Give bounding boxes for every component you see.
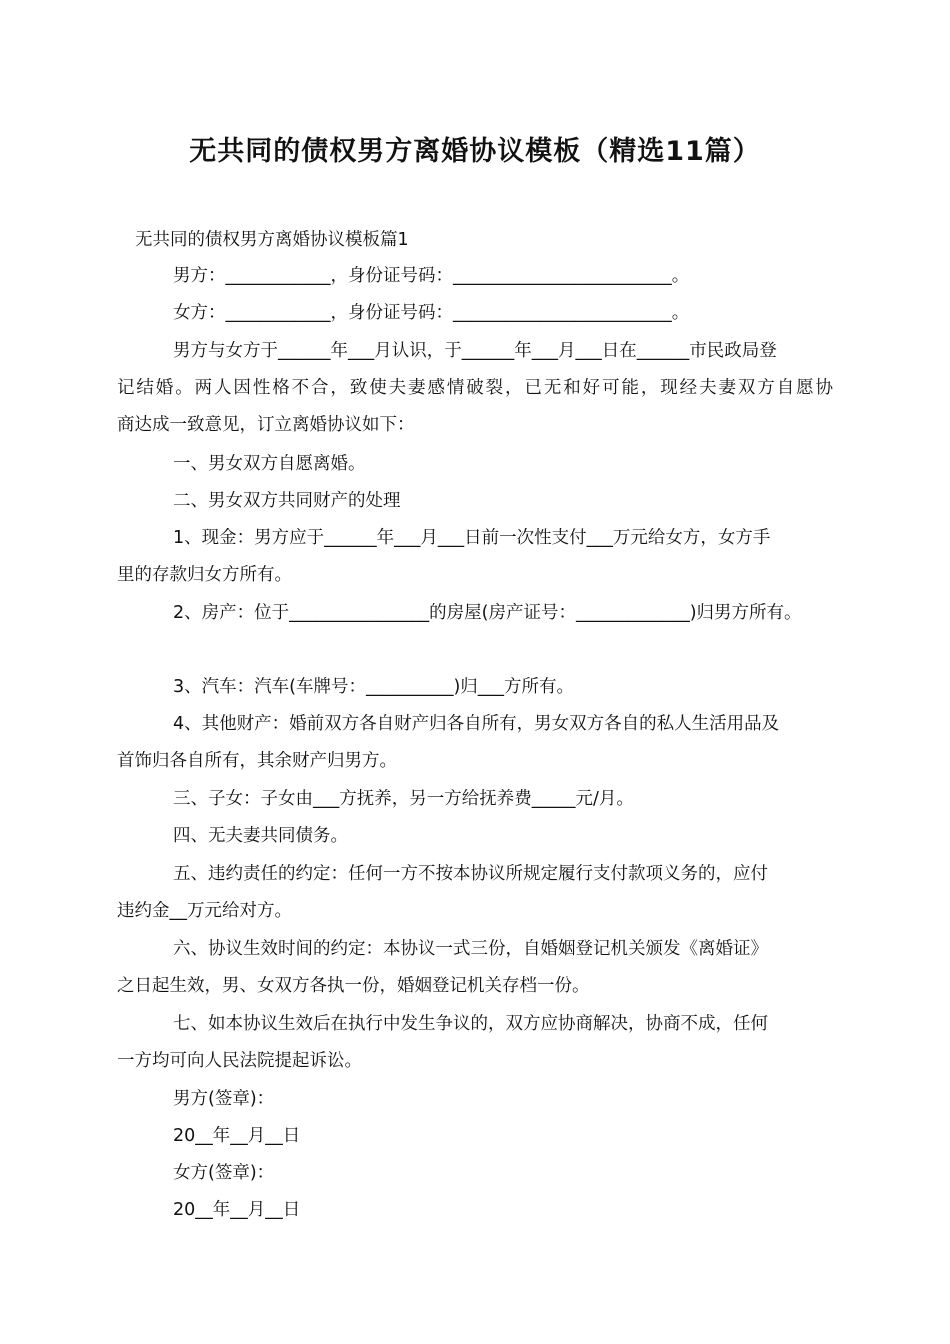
male-signature-date: 20__年__月__日 bbox=[173, 1126, 301, 1146]
breach-clause-line: 违约金__万元给对方。 bbox=[117, 901, 292, 921]
male-signature-label: 男方(签章)： bbox=[173, 1089, 275, 1109]
car-clause-line: 3、汽车：汽车(车牌号：__________)归___方所有。 bbox=[173, 677, 575, 697]
effective-clause-line: 之日起生效，男、女双方各执一份，婚姻登记机关存档一份。 bbox=[117, 976, 590, 996]
other-property-clause-line: 首饰归各自所有，其余财产归男方。 bbox=[117, 751, 397, 771]
dispute-clause-line: 一方均可向人民法院提起诉讼。 bbox=[117, 1051, 362, 1071]
clause-1-line: 一、男女双方自愿离婚。 bbox=[173, 454, 366, 474]
property-clause-line: 2、房产：位于________________的房屋(房产证号：_____________)归男方所有。 bbox=[173, 603, 802, 623]
section-heading: 无共同的债权男方离婚协议模板篇1 bbox=[135, 230, 409, 250]
intro-paragraph-line: 男方与女方于______年___月认识，于______年___月___日在______市民政局登 bbox=[173, 341, 777, 361]
debt-clause-line: 四、无夫妻共同债务。 bbox=[173, 826, 348, 846]
female-signature-label: 女方(签章)： bbox=[173, 1163, 275, 1183]
male-party-line: 男方：____________，身份证号码：_________________________。 bbox=[173, 266, 690, 286]
other-property-clause-line: 4、其他财产：婚前双方各自财产归各自所有，男女双方各自的私人生活用品及 bbox=[173, 714, 780, 734]
effective-clause-line: 六、协议生效时间的约定：本协议一式三份，自婚姻登记机关颁发《离婚证》 bbox=[173, 939, 768, 959]
dispute-clause-line: 七、如本协议生效后在执行中发生争议的，双方应协商解决，协商不成，任何 bbox=[173, 1014, 768, 1034]
breach-clause-line: 五、违约责任的约定：任何一方不按本协议所规定履行支付款项义务的，应付 bbox=[173, 864, 768, 884]
children-clause-line: 三、子女：子女由___方抚养，另一方给抚养费_____元/月。 bbox=[173, 789, 634, 809]
intro-paragraph-line: 商达成一致意见，订立离婚协议如下： bbox=[117, 415, 415, 435]
female-signature-date: 20__年__月__日 bbox=[173, 1200, 301, 1220]
cash-clause-line: 1、现金：男方应于______年___月___日前一次性支付___万元给女方，女方手 bbox=[173, 528, 771, 548]
clause-2-line: 二、男女双方共同财产的处理 bbox=[173, 491, 401, 511]
document-title: 无共同的债权男方离婚协议模板（精选11篇） bbox=[189, 136, 761, 167]
female-party-line: 女方：____________，身份证号码：_________________________。 bbox=[173, 303, 690, 323]
intro-paragraph-line: 记结婚。两人因性格不合，致使夫妻感情破裂，已无和好可能，现经夫妻双方自愿协 bbox=[117, 378, 833, 398]
cash-clause-line: 里的存款归女方所有。 bbox=[117, 565, 292, 585]
